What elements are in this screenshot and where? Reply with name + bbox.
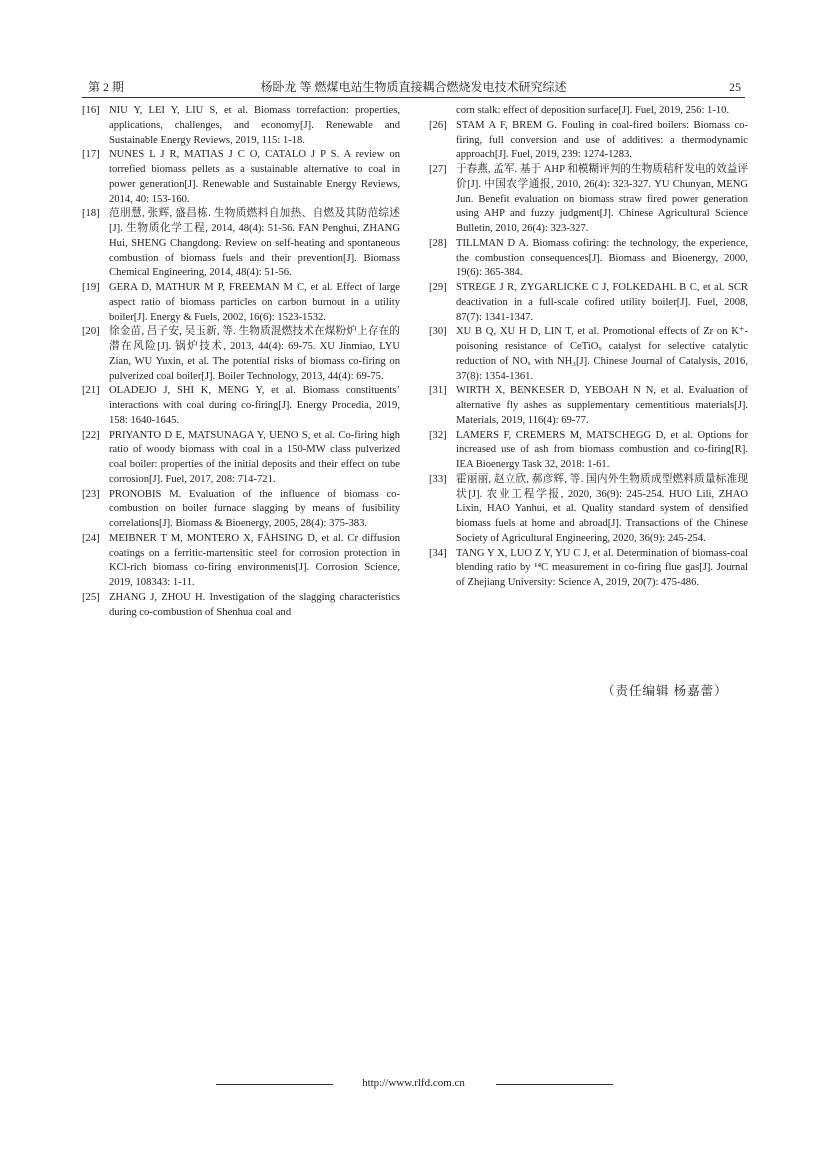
reference-item [429,281,748,325]
reference-number: [25] [82,591,100,603]
issue-label: 第 2 期 [88,80,125,94]
reference-number: [27] [429,164,447,175]
reference-text: XU B Q, XU H D, LIN T, et al. Promotional effects of Zr on K⁺-poisoning resistance of CeTiOₓ catalyst for selective catalytic reduction of NOₓ with NH₃[J]. Chinese Journal of Catalysis, 2016, 37(8): 1354-1361. [456,326,748,382]
header-rule [82,97,745,98]
reference-text: TANG Y X, LUO Z Y, YU C J, et al. Determination of biomass-coal blending ratio by ¹⁴C measurement in co-firing flue gas[J]. Journal of Zhejiang University: Science A, 2019, 20(7): 475-486. [456,547,748,588]
reference-text: 于春燕, 孟军. 基于 AHP 和模糊评判的生物质秸秆发电的效益评价[J]. 中国农学通报, 2010, 26(4): 323-327. YU Chunyan, MENG Jun. Benefit evaluation on biomass straw fired power generation using AHP and fuzzy judgment[J]. Chinese Agricultural Science Bulletin, 2010, 26(4): 323-327. [456,164,748,234]
reference-number: [30] [429,326,447,338]
running-header [82,80,745,94]
reference-item [429,104,748,119]
reference-item [82,207,400,281]
reference-number: [23] [82,488,100,500]
reference-number: [29] [429,282,447,293]
reference-item [82,104,400,148]
reference-item [429,429,748,473]
reference-item [82,488,400,532]
reference-item [82,325,400,384]
reference-number: [33] [429,473,447,485]
reference-text: WIRTH X, BENKESER D, YEBOAH N N, et al. Evaluation of alternative fly ashes as supplementary cementitious materials[J]. Materials, 2019, 116(4): 69-77. [456,385,748,426]
reference-number: [16] [82,105,100,116]
reference-text: NIU Y, LEI Y, LIU S, et al. Biomass torrefaction: properties, applications, challenges, and economy[J]. Renewable and Sustainable Energy Reviews, 2019, 115: 1-18. [109,105,400,146]
reference-text: MEIBNER T M, MONTERO X, FÄHSING D, et al. Cr diffusion coatings on a ferritic-martensitic steel for corrosion protection in KCl-rich biomass co-firing environments[J]. Corrosion Science, 2019, 108343: 1-11. [109,532,400,588]
reference-text: ZHANG J, ZHOU H. Investigation of the slagging characteristics during co-combustion of Shenhua coal and [109,591,400,618]
reference-item [429,325,748,384]
references-right-column [429,104,748,591]
references-left-column [82,104,400,620]
reference-text: corn stalk: effect of deposition surface[J]. Fuel, 2019, 256: 1-10. [456,105,730,116]
reference-text: 霍丽丽, 赵立欣, 郝彦辉, 等. 国内外生物质成型燃料质量标准现状[J]. 农业工程学报, 2020, 36(9): 245-254. HUO Lili, ZHAO Lixin, HAO Yanhui, et al. Quality standard system of densified biomass fuels at home and abroad[J]. Transactions of the Chinese Society of Agricultural Engineering, 2020, 36(9): 245-254. [456,473,748,544]
reference-text: TILLMAN D A. Biomass cofiring: the technology, the experience, the combustion consequences[J]. Biomass and Bioenergy, 2000, 19(6): 365-384. [456,237,748,279]
footer-rule-right [496,1084,613,1085]
reference-number: [24] [82,532,100,544]
reference-item [429,237,748,281]
reference-item [82,532,400,591]
reference-number: [19] [82,282,100,293]
reference-item [429,547,748,591]
reference-text: STAM A F, BREM G. Fouling in coal-fired boilers: Biomass co-firing, full conversion and use of additives: a thermodynamic approach[J]. Fuel, 2019, 239: 1274-1283. [456,119,748,161]
reference-number: [28] [429,237,447,249]
reference-item [429,473,748,547]
reference-text: 徐金苗, 吕子安, 吴玉新, 等. 生物质混燃技术在煤粉炉上存在的潜在风险[J]. 锅炉技术, 2013, 44(4): 69-75. XU Jinmiao, LYU Zian, WU Yuxin, et al. The potential risks of biomass co-firing on pulverized coal boiler[J]. Boiler Technology, 2013, 44(4): 69-75. [109,326,400,382]
reference-number: [20] [82,326,100,338]
reference-item [82,148,400,207]
running-title: 杨卧龙 等 燃煤电站生物质直接耦合燃烧发电技术研究综述 [260,80,567,94]
reference-number: [31] [429,385,447,397]
reference-item [429,163,748,237]
reference-item [429,119,748,163]
reference-number: [34] [429,547,447,559]
footer-url[interactable]: http://www.rlfd.com.cn [362,1077,465,1089]
reference-text: 范朋慧, 张辉, 盛昌栋. 生物质燃料自加热、自燃及其防范综述[J]. 生物质化学工程, 2014, 48(4): 51-56. FAN Penghui, ZHANG Hui, SHENG Changdong. Review on self-heating and spontaneous combustion of biomass fuels and their prevention[J]. Biomass Chemical Engineering, 2014, 48(4): 51-56. [109,208,400,279]
reference-number: [21] [82,385,100,397]
reference-item [82,384,400,428]
reference-text: STREGE J R, ZYGARLICKE C J, FOLKEDAHL B C, et al. SCR deactivation in a full-scale cofired utility boiler[J]. Fuel, 2008, 87(7): 1341-1347. [456,282,748,323]
reference-number: [17] [82,149,100,161]
reference-number: [18] [82,208,100,220]
reference-item [82,591,400,621]
reference-item [82,429,400,488]
editor-note: （责任编辑 杨嘉蕾） [602,684,728,698]
reference-number: [22] [82,429,100,441]
reference-text: PRIYANTO D E, MATSUNAGA Y, UENO S, et al. Co-firing high ratio of woody biomass with coal in a 150-MW class pulverized coal boiler: properties of the initial deposits and their effect on tube corrosion[J]. Fuel, 2017, 208: 714-721. [109,429,400,485]
reference-item [429,384,748,428]
reference-item [82,281,400,325]
reference-number: [26] [429,119,447,131]
reference-text: GERA D, MATHUR M P, FREEMAN M C, et al. Effect of large aspect ratio of biomass particles on carbon burnout in a utility boiler[J]. Energy & Fuels, 2002, 16(6): 1523-1532. [109,282,400,323]
reference-text: LAMERS F, CREMERS M, MATSCHEGG D, et al. Options for increased use of ash from biomass combustion and co-firing[R]. IEA Bioenergy Task 32, 2018: 1-61. [456,429,748,470]
reference-text: PRONOBIS M. Evaluation of the influence of biomass co-combustion on boiler furnace slagging by means of fusibility correlations[J]. Biomass & Bioenergy, 2005, 28(4): 375-383. [109,488,400,529]
reference-number: [32] [429,429,447,441]
reference-text: OLADEJO J, SHI K, MENG Y, et al. Biomass constituents’ interactions with coal during co-firing[J]. Energy Procedia, 2019, 158: 1640-1645. [109,385,400,426]
page-number: 25 [729,80,741,94]
reference-text: NUNES L J R, MATIAS J C O, CATALO J P S. A review on torrefied biomass pellets as a sustainable alternative to coal in power generation[J]. Renewable and Sustainable Energy Reviews, 2014, 40: 153-160. [109,149,400,205]
